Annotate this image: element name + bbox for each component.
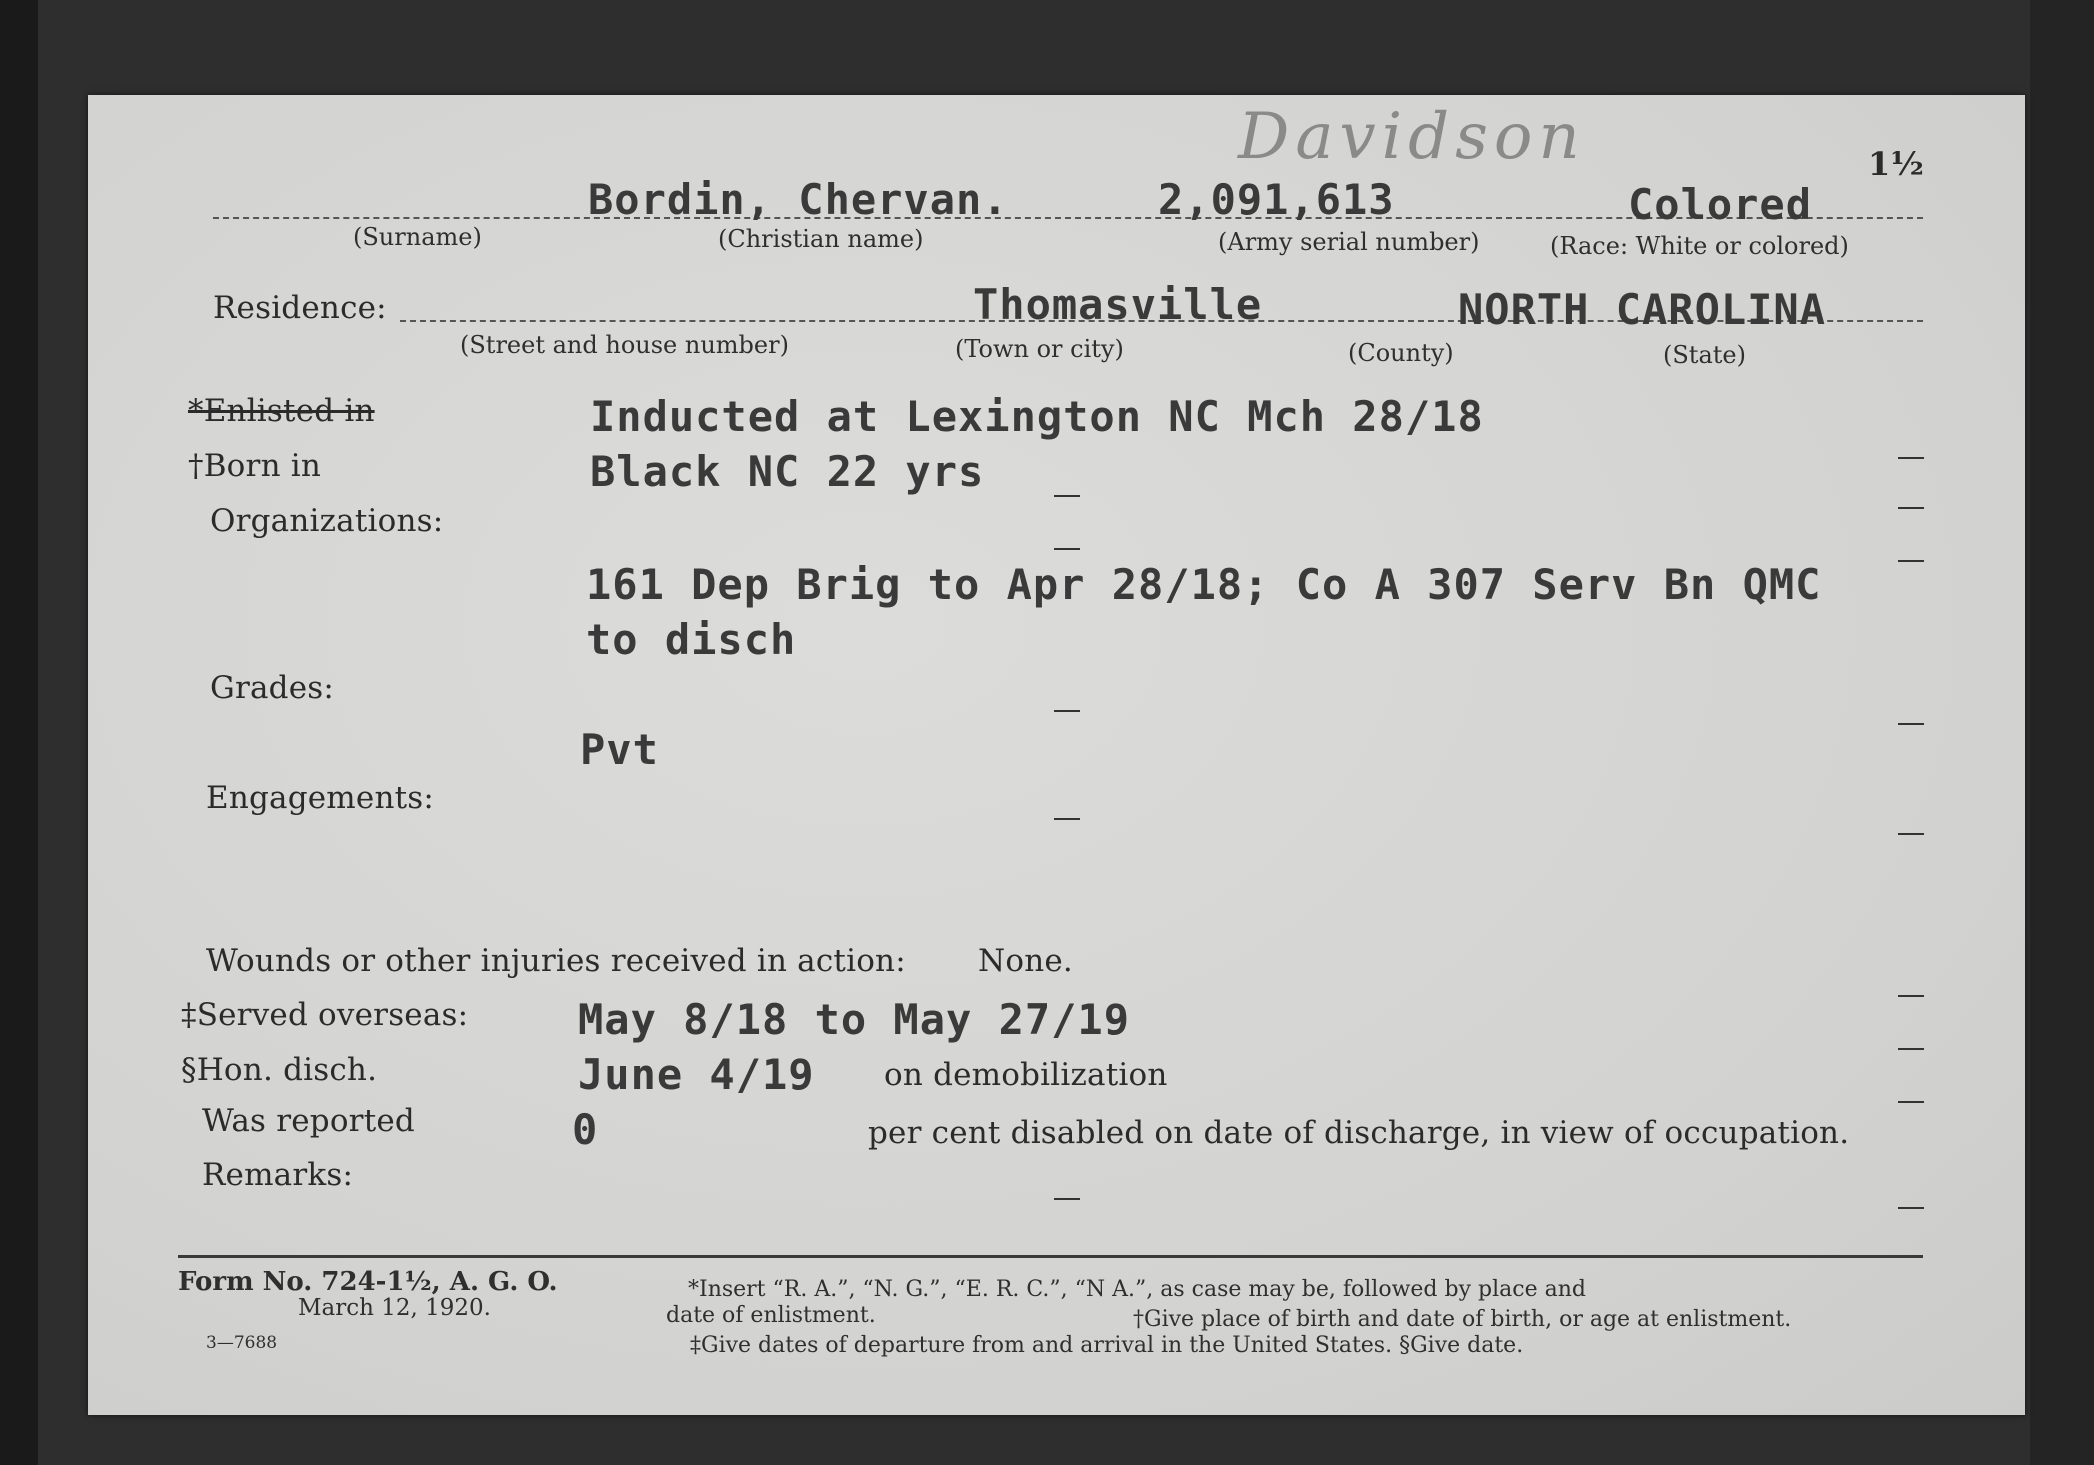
race-caption: (Race: White or colored) <box>1550 232 1849 260</box>
blank-dash <box>1054 1198 1080 1200</box>
county-handwritten: Davidson <box>1238 100 1586 174</box>
blank-dash <box>1054 548 1080 550</box>
blank-dash <box>1054 710 1080 712</box>
disability-text: per cent disabled on date of discharge, in view of occupation. <box>868 1115 1850 1151</box>
hon-disch-reason: on demobilization <box>884 1057 1168 1093</box>
footnote-line1: *Insert “R. A.”, “N. G.”, “E. R. C.”, “N A.”, as case may be, followed by place and <box>688 1277 1586 1302</box>
surname-value: Bordin, Chervan. <box>588 175 1009 224</box>
blank-dash <box>1054 495 1080 497</box>
footer-rule <box>178 1255 1923 1258</box>
grade-value: Pvt <box>580 725 659 774</box>
service-record-card <box>88 95 2025 1415</box>
hon-disch-label: §Hon. disch. <box>181 1052 378 1088</box>
town-value: Thomasville <box>973 280 1263 329</box>
footnote-line3: ‡Give dates of departure from and arrival in the United States. §Give date. <box>690 1333 1524 1358</box>
margin-dash <box>1898 995 1924 997</box>
disability-percent-value: 0 <box>572 1105 599 1154</box>
town-caption: (Town or city) <box>955 335 1124 363</box>
residence-label: Residence: <box>213 290 387 326</box>
surname-caption: (Surname) <box>353 223 482 251</box>
enlisted-value: Inducted at Lexington NC Mch 28/18 <box>590 392 1484 441</box>
christian-name-caption: (Christian name) <box>718 225 924 253</box>
scan-border-left <box>0 0 38 1465</box>
army-serial-caption: (Army serial number) <box>1218 228 1480 256</box>
engagements-label: Engagements: <box>206 780 435 816</box>
organizations-value-line1: 161 Dep Brig to Apr 28/18; Co A 307 Serv Bn QMC <box>586 560 1822 609</box>
margin-dash <box>1898 833 1924 835</box>
margin-dash <box>1898 723 1924 725</box>
footnote-line2b: †Give place of birth and date of birth, or age at enlistment. <box>1133 1307 1792 1332</box>
margin-dash <box>1898 1101 1924 1103</box>
was-reported-label: Was reported <box>202 1103 415 1139</box>
wounds-label: Wounds or other injuries received in action: <box>206 943 906 979</box>
organizations-value-line2: to disch <box>586 615 797 664</box>
footnote-line2a: date of enlistment. <box>666 1303 876 1328</box>
form-date: March 12, 1920. <box>298 1295 491 1321</box>
hon-disch-date-value: June 4/19 <box>578 1050 815 1099</box>
race-value: Colored <box>1628 180 1813 229</box>
margin-dash <box>1898 457 1924 459</box>
serial-number-value: 2,091,613 <box>1158 175 1395 224</box>
organizations-label: Organizations: <box>210 503 444 539</box>
margin-dash <box>1898 507 1924 509</box>
served-overseas-value: May 8/18 to May 27/19 <box>578 995 1131 1044</box>
wounds-value: None. <box>978 943 1073 979</box>
margin-dash <box>1898 1048 1924 1050</box>
grades-label: Grades: <box>210 670 335 706</box>
served-overseas-label: ‡Served overseas: <box>181 997 469 1033</box>
remarks-label: Remarks: <box>202 1157 354 1193</box>
state-value: NORTH CAROLINA <box>1458 285 1827 334</box>
enlisted-label: *Enlisted in <box>188 393 375 429</box>
state-caption: (State) <box>1663 341 1746 369</box>
corner-number: 1½ <box>1868 145 1925 183</box>
street-caption: (Street and house number) <box>460 331 789 359</box>
blank-dash <box>1054 818 1080 820</box>
margin-dash <box>1898 1207 1924 1209</box>
scan-border-right <box>2030 0 2094 1465</box>
county-caption: (County) <box>1348 339 1454 367</box>
form-number: Form No. 724-1½, A. G. O. <box>178 1267 558 1297</box>
print-code: 3—7688 <box>206 1333 278 1353</box>
born-value: Black NC 22 yrs <box>590 447 985 496</box>
margin-dash <box>1898 560 1924 562</box>
born-label: †Born in <box>188 448 322 484</box>
